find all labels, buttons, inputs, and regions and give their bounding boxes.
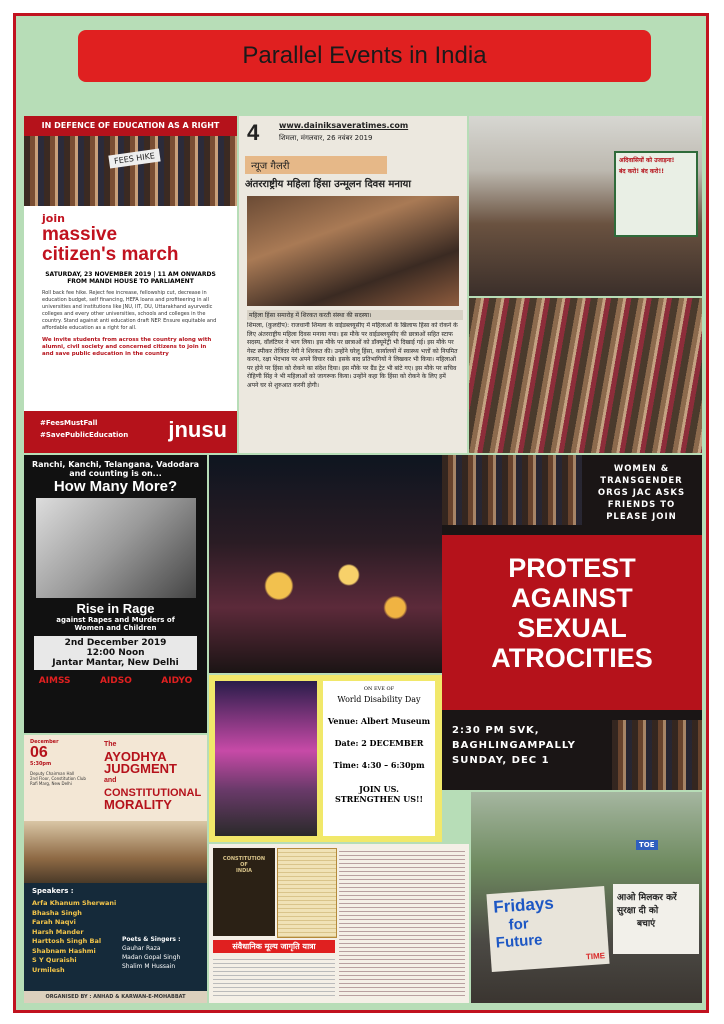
disability-eve: ON EVE OF [363,686,395,692]
ayodhya-day: 06 [30,744,48,761]
jnusu-demands: Roll back fee hike. Reject fee increase, fellowship cut, decrease in education budget, self financing, HEFA loans and profiteering in all universities and institutions like JNU, IIT, DU, Uttarakhand ayurvedic colleges and every other universities, schools and colleges in the country. Stand against anti education draft NEP. Ensure equitable and affordable education as a right for all. [42,290,217,331]
jnusu-headline-1: massive [42,224,118,245]
adivasi-banner-line-1: अदिवासियों को उजाड़ना! [619,157,675,164]
atrocities-day: SUNDAY, DEC 1 [452,755,550,766]
hashtag-fees-must-fall: #FeesMustFall [40,419,98,427]
ayodhya-title-6: MORALITY [104,797,172,812]
ayodhya-organised: ORGANISED BY : ANHAD & KARWAN-E-MOHABBAT [24,991,207,1003]
yatra-banner: संवैधानिक मूल्य जागृति यात्रा [213,940,335,953]
jnusu-invite: We invite students from across the country along with alumni, civil society and concerned citizens to join in and save public education in the country [42,337,212,357]
rage-time: 12:00 Noon [86,648,145,658]
rage-counting: and counting is on... [69,469,162,478]
atrocities-top-photo [442,455,582,525]
ayodhya-date [30,739,59,767]
ayodhya-venue [30,771,86,786]
preamble-image [277,848,337,938]
rage-org: AIMSS [38,676,71,686]
rage-orgs [24,676,207,686]
ayodhya-poster [24,735,207,1003]
adivasi-banner [614,151,698,237]
atrocities-headline-3: SEXUAL [517,613,627,643]
jnusu-route: FROM MANDI HOUSE TO PARLIAMENT [67,278,194,285]
ayodhya-poets [122,935,180,971]
crowd-photo-rally [469,298,702,453]
fridays-banner-3: Future [495,931,544,952]
rage-date: 2nd December 2019 [64,638,167,648]
toe-sign: TOE [636,840,658,850]
disability-join-2: STRENGTHEN US!! [334,794,424,804]
ayodhya-title-2: AYODHYA [104,749,167,764]
ayodhya-venue-1: Deputy Chairman Hall [30,771,75,776]
ayodhya-speaker: Urmilesh [32,965,65,974]
ayodhya-speaker: Bhasha Singh [32,908,82,917]
rise-in-rage-poster [24,455,207,733]
jnusu-poster [24,116,237,453]
newspaper-section: न्यूज गैलरी [245,156,387,174]
rage-title: Rise in Rage [76,601,155,616]
jnusu-headline-2: citizen's march [42,244,179,265]
atrocities-headline-2: AGAINST [511,583,633,613]
poster-frame [13,13,709,1013]
ayodhya-speaker: Arfa Khanum Sherwani [32,899,117,907]
ayodhya-title-5: CONSTITUTIONAL [104,787,202,799]
ayodhya-speaker: Farah Naqvi [32,918,76,926]
rage-org: AIDYO [161,676,193,686]
hindi-banner [613,884,699,954]
hindi-banner-3: बचाएं [637,919,656,929]
fridays-banner-4: TIME [585,951,606,962]
atrocities-invite: WOMEN & TRANSGENDER ORGS JAC ASKS FRIENDS TO PLEASE JOIN [597,464,686,522]
disability-join-1: JOIN US. [359,784,399,794]
jnusu-date: SATURDAY, 23 NOVEMBER 2019 | 11 AM ONWARDS [45,271,216,278]
atrocities-time: 2:30 PM SVK, [452,725,540,736]
fees-hike-placard: FEES HIKE [108,149,160,169]
fridays-banner-2: for [508,915,530,934]
hindi-banner-2: सुरक्षा दी को [617,906,659,916]
ayodhya-poets-label: Poets & Singers : [122,936,181,943]
ayodhya-speaker: S Y Quraishi [32,956,77,964]
jnusu-join: join [42,212,65,225]
ayodhya-poet: Gauhar Raza [122,945,161,952]
hashtag-save-public-education: #SavePublicEducation [40,431,129,439]
rage-org: AIDSO [99,676,132,686]
atrocities-details [452,723,576,768]
ayodhya-venue-2: 2nd Floor, Constitution Club [30,776,86,781]
constitution-book [213,848,275,936]
ayodhya-title [104,739,201,811]
disability-day-poster [209,675,442,842]
rage-how-many-more: How Many More? [53,478,178,495]
jnusu-crowd-photo [24,136,237,206]
book-title-2: OF [240,862,248,868]
newspaper-page-number: 4 [247,120,260,145]
atrocities-place: BAGHLINGAMPALLY [452,740,576,751]
ayodhya-speaker: Shabnam Hashmi [32,946,96,955]
rage-venue: Jantar Mantar, New Delhi [52,658,179,668]
newspaper-caption: महिला हिंसा समारोह में शिरकत करती संस्था की सदस्या। [247,310,463,320]
rage-illustration [36,498,196,598]
protest-photo-adivasi [469,116,702,296]
ayodhya-speakers [32,899,116,975]
ayodhya-time: 5:30pm [30,761,52,767]
adivasi-banner-line-2: बंद करो! बंद करो!! [619,168,664,175]
disability-time: Time: 4:30 – 6:30pm [333,760,425,770]
jnusu-header: IN DEFENCE OF EDUCATION AS A RIGHT [24,116,237,136]
ayodhya-title-1: The [104,741,117,748]
newspaper-photo [247,196,459,306]
book-title-3: INDIA [236,868,252,874]
disability-title: World Disability Day [337,695,421,704]
ayodhya-poet: Madan Gopal Singh [122,954,181,961]
jnusu-footer [24,411,237,453]
yatra-text-right [339,848,465,999]
hindi-banner-1: आओ मिलकर करें [617,893,677,903]
book-title-1: CONSTITUTION [222,856,266,862]
ayodhya-venue-3: Rafi Marg, New Delhi [30,781,72,786]
rage-subtitle-1: against Rapes and Murders of [56,616,175,624]
disability-venue: Venue: Albert Museum [327,716,431,726]
ayodhya-speaker: Harsh Mander [32,927,84,936]
jnusu-logo: jnusu [168,417,227,442]
jnusu-body [24,206,237,358]
atrocities-headline-1: PROTEST [508,553,636,583]
atrocities-bottom-photo [612,720,702,790]
ayodhya-poet: Shalim M Hussain [122,963,176,970]
newspaper-article: शिमला, (कुलदीप): राजधानी शिमला के वाईडब्लयूसीए में महिलाओं के खिलाफ हिंसा को रोकने के लिए अंतरराष्ट्रीय महिला दिवस मनाया गया। इस मौके पर वाईडब्लयूसीए की छात्राओं सहित स्टाफ सदस्य, वॉलंटियर ने भाग लिया। इस मौके पर छात्राओं को डॉक्यूमेंट्री भी दिखाई गई। इस मौके पर गेस्ट स्पीकर तेजिंदर नेगी ने शिरकत की। उन्होंने घरेलू हिंसा, कार्यालयों में स्वास्थ्य भत्तों को नियमित करना, रक्षा भेदभाव पर अपने विचार रखे। इसके बाद प्रतिभागियों ने लिखकर भी किया। महिलाओं पर होने पर हिंसा को रोकने का संदेश दिया। इस मौके पर ग्रैंड ट्रेट भी बांटे गए। इस मौके पर सचिव रोहिणी सिंह ने भी महिलाओं को जागरूक किया। उन्होंने कहा कि हिंसा को रोकने के लिए हमें अपने घर से शुरुआत करनी होगी। [247,322,458,389]
fridays-for-future-photo [471,792,702,1003]
disability-info-card [323,681,435,836]
ayodhya-month: December [30,739,59,745]
constitution-yatra-poster [209,844,469,1003]
rage-subtitle-2: Women and Children [74,624,157,632]
newspaper-headline: अंतरराष्ट्रीय महिला हिंसा उन्मूलन दिवस मनाया [245,179,411,190]
newspaper-dateline: शिमला, मंगलवार, 26 नवंबर 2019 [279,134,373,142]
fridays-banner [486,886,609,972]
atrocities-headline-4: ATROCITIES [491,643,653,673]
ayodhya-speakers-panel [24,883,207,991]
newspaper-clipping [239,116,467,453]
rage-datebox [34,636,197,670]
albert-museum-photo [215,681,317,836]
fridays-banner-1: Fridays [492,893,555,917]
yatra-text-left [213,956,335,999]
newspaper-site: www.dainiksaveratimes.com [279,121,409,130]
candle-march-photo [209,455,442,673]
ayodhya-speaker: Harttosh Singh Bal [32,937,102,945]
atrocities-red-band [442,535,702,710]
ayodhya-court-image [24,821,207,883]
ayodhya-speakers-label: Speakers : [32,887,74,895]
page-title: Parallel Events in India [78,30,651,82]
rage-cities: Ranchi, Kanchi, Telangana, Vadodara [31,460,200,469]
ayodhya-title-3: JUDGMENT [104,761,177,776]
disability-date: Date: 2 DECEMBER [334,738,424,748]
sexual-atrocities-poster [442,455,702,790]
ayodhya-title-4: and [104,777,117,784]
